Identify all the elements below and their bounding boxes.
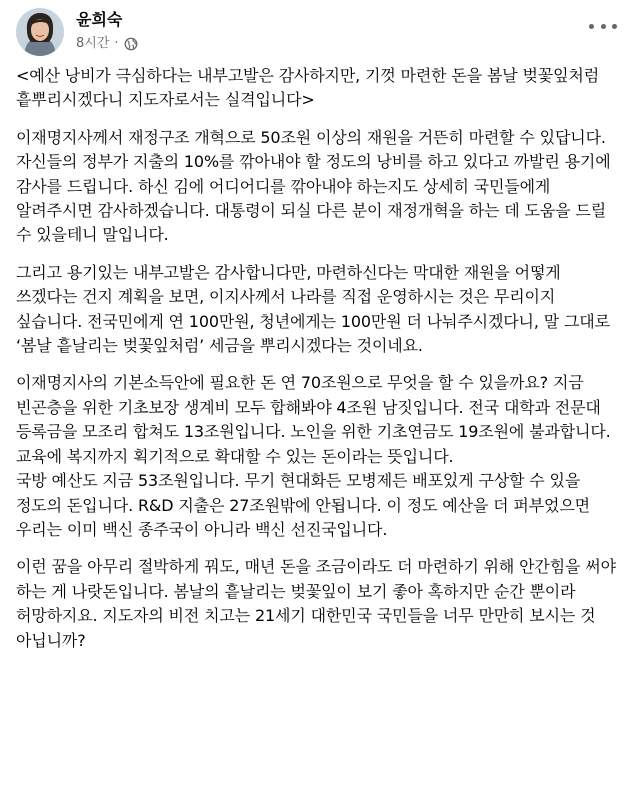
post-paragraph: 이재명지사의 기본소득안에 필요한 돈 연 70조원으로 무엇을 할 수 있을까요? 지금 빈곤층을 위한 기초보장 생계비 모두 합해봐야 4조원 남짓입니다. 전국 대학과 전문대 등록금을 모조리 합쳐도 13조원입니다. 노인을 위한 기초연금도 19조원에 불과합니다. 교육에 복지까지 획기적으로 확대할 수 있는 돈이라는 뜻입니다. 국방 예산도 지금 53조원입니다. 무기 현대화든 모병제든 배포있게 구상할 수 있을 정도의 돈입니다. R&D 지출은 27조원밖에 안됩니다. 이 정도 예산을 더 퍼부었으면 우리는 이미 백신 종주국이 아니라 백신 선진국입니다.	[16, 373, 611, 539]
post-headline: <예산 낭비가 극심하다는 내부고발은 감사하지만, 기껏 마련한 돈을 봄날 벚꽃잎처럼 흩뿌리시겠다니 지도자로서는 실격입니다>	[16, 66, 604, 110]
post-timestamp[interactable]: 8시간	[76, 36, 110, 51]
more-dot	[601, 24, 606, 29]
profile-photo	[16, 8, 64, 56]
post-paragraph: 이재명지사께서 재정구조 개혁으로 50조원 이상의 재원을 거뜬히 마련할 수 있답니다. 자신들의 정부가 지출의 10%를 깎아내야 할 정도의 낭비를 하고 있다고 까발린 용기에 감사를 드립니다. 하신 김에 어디어디를 깎아내야 하는지도 상세히 국민들에게 알려주시면 감사하겠습니다. 대통령이 되실 다른 분이 재정개혁을 하는 데 도움을 드릴 수 있을테니 말입니다.	[16, 127, 616, 245]
post-paragraph: 이런 꿈을 아무리 절박하게 꿔도, 매년 돈을 조금이라도 더 마련하기 위해 안간힘을 써야 하는 게 나랏돈입니다. 봄날의 흩날리는 벚꽃잎이 보기 좋아 혹하지만 순간 뿐이라 허망하지요. 지도자의 비전 치고는 21세기 대한민국 국민들을 너무 만만히 보시는 것 아닙니까?	[16, 557, 621, 650]
post-body	[16, 64, 625, 666]
post-header	[16, 8, 621, 58]
more-dot	[589, 24, 594, 29]
post-paragraph: 그리고 용기있는 내부고발은 감사합니다만, 마련하신다는 막대한 재원을 어떻게 쓰겠다는 건지 계획을 보면, 이지사께서 나라를 직접 운영하시는 것은 무리이지 싶습니다. 전국민에게 연 100만원, 청년에게는 100만원 더 나눠주시겠다니, 말 그대로 ‘봄날 흩날리는 벚꽃잎처럼’ 세금을 뿌리시겠다는 것이네요.	[16, 262, 615, 356]
meta-separator: ·	[114, 36, 119, 51]
more-dot	[612, 24, 617, 29]
post-meta	[76, 35, 138, 53]
more-options-icon[interactable]	[589, 16, 617, 36]
author-name[interactable]: 윤희숙	[76, 10, 123, 29]
globe-icon[interactable]	[124, 37, 138, 51]
author-avatar[interactable]	[16, 8, 64, 56]
